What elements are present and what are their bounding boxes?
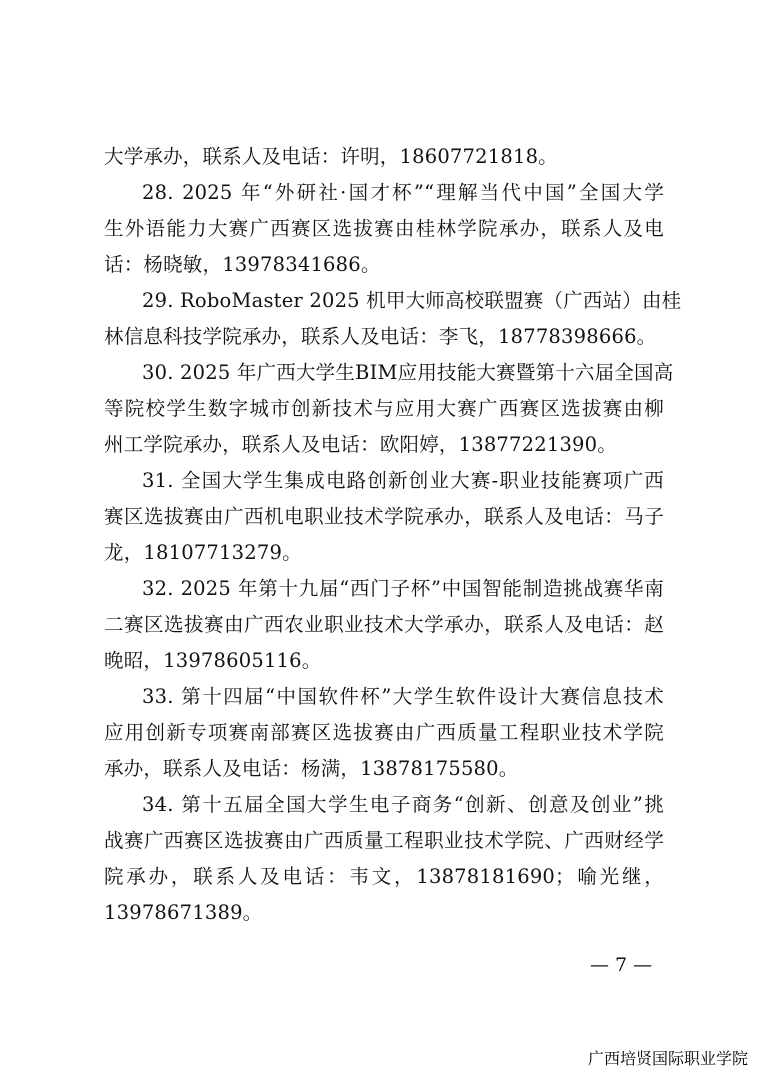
text-line-19: 34. 第十五届全国大学生电子商务“创新、创意及创业”挑	[142, 793, 664, 816]
text-line-5: 29. RoboMaster 2025 机甲大师高校联盟赛（广西站）由桂	[142, 289, 682, 312]
text-line-14: 二赛区选拔赛由广西农业职业技术大学承办，联系人及电话：赵	[104, 613, 664, 636]
text-line-13: 32. 2025 年第十九届“西门子杯”中国智能制造挑战赛华南	[142, 577, 664, 600]
text-line-4: 话：杨晓敏，13978341686。	[104, 253, 381, 276]
watermark-text: 广西培贤国际职业学院	[587, 1049, 748, 1068]
text-line-8: 等院校学生数字城市创新技术与应用大赛广西赛区选拔赛由柳	[104, 397, 664, 420]
text-line-1: 大学承办，联系人及电话：许明，18607721818。	[104, 145, 558, 168]
text-line-9: 州工学院承办，联系人及电话：欧阳婷，13877221390。	[104, 433, 617, 456]
text-line-17: 应用创新专项赛南部赛区选拔赛由广西质量工程职业技术学院	[104, 721, 664, 744]
text-line-16: 33. 第十四届“中国软件杯”大学生软件设计大赛信息技术	[142, 685, 664, 708]
text-line-18: 承办，联系人及电话：杨满，13878175580。	[104, 757, 519, 780]
text-line-12: 龙，18107713279。	[104, 541, 302, 564]
text-line-21: 院承办，联系人及电话：韦文，13878181690；喻光继，	[104, 865, 664, 888]
text-line-15: 晚昭，13978605116。	[104, 649, 322, 672]
text-line-22: 13978671389。	[104, 901, 263, 924]
text-line-11: 赛区选拔赛由广西机电职业技术学院承办，联系人及电话：马子	[104, 505, 664, 528]
text-line-10: 31. 全国大学生集成电路创新创业大赛-职业技能赛项广西	[142, 469, 664, 492]
text-line-20: 战赛广西赛区选拔赛由广西质量工程职业技术学院、广西财经学	[104, 829, 664, 852]
text-line-6: 林信息科技学院承办，联系人及电话：李飞，18778398666。	[104, 325, 657, 348]
text-line-2: 28. 2025 年“外研社·国才杯”“理解当代中国”全国大学	[142, 181, 664, 204]
text-line-3: 生外语能力大赛广西赛区选拔赛由桂林学院承办，联系人及电	[104, 217, 664, 240]
page-number: — 7 —	[590, 954, 653, 976]
text-line-7: 30. 2025 年广西大学生BIM应用技能大赛暨第十六届全国高	[142, 361, 674, 384]
